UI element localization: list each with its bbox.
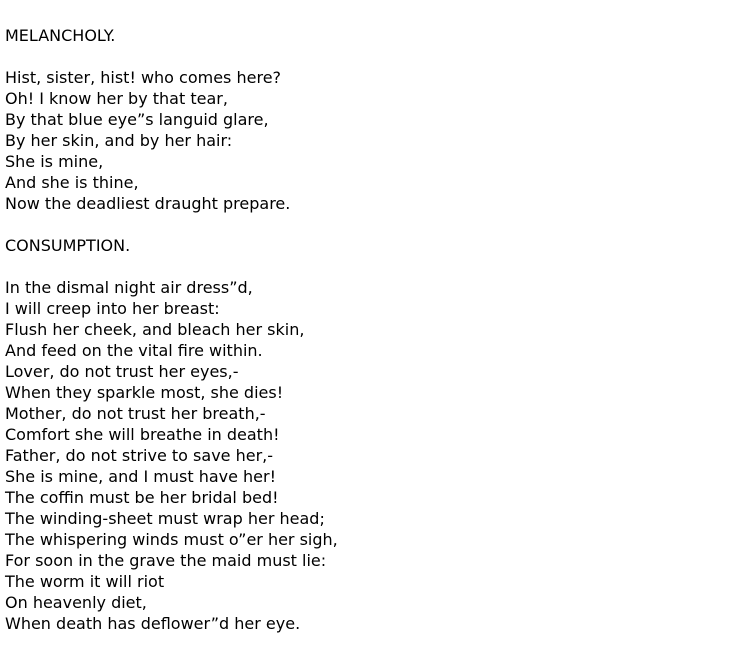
verse-line: And she is thine, <box>5 173 139 192</box>
verse-line: When they sparkle most, she dies! <box>5 383 284 402</box>
speaker-heading-consumption <box>5 235 745 256</box>
verse-line: In the dismal night air dress”d, <box>5 278 253 297</box>
verse-line: Now the deadliest draught prepare. <box>5 194 291 213</box>
verse-line: Father, do not strive to save her,- <box>5 446 274 465</box>
verse-line: When death has deflower”d her eye. <box>5 614 301 633</box>
verse-line: The coffin must be her bridal bed! <box>5 488 279 507</box>
verse-line: By that blue eye”s languid glare, <box>5 110 269 129</box>
verse-line: Flush her cheek, and bleach her skin, <box>5 320 305 339</box>
verse-line: And feed on the vital fire within. <box>5 341 263 360</box>
verse-line: Oh! I know her by that tear, <box>5 89 228 108</box>
verse-line: The whispering winds must o”er her sigh, <box>5 530 338 549</box>
stanza-melancholy <box>5 67 745 214</box>
speaker-heading: CONSUMPTION. <box>5 236 131 255</box>
stanza-consumption <box>5 277 745 634</box>
verse-line: The winding-sheet must wrap her head; <box>5 509 325 528</box>
verse-line: Mother, do not trust her breath,- <box>5 404 266 423</box>
verse-line: On heavenly diet, <box>5 593 147 612</box>
poem-text <box>5 25 745 634</box>
verse-line: The worm it will riot <box>5 572 165 591</box>
verse-line: She is mine, and I must have her! <box>5 467 277 486</box>
verse-line: Comfort she will breathe in death! <box>5 425 280 444</box>
verse-line: I will creep into her breast: <box>5 299 220 318</box>
verse-line: For soon in the grave the maid must lie: <box>5 551 327 570</box>
speaker-heading: MELANCHOLY. <box>5 26 116 45</box>
verse-line: She is mine, <box>5 152 104 171</box>
verse-line: By her skin, and by her hair: <box>5 131 233 150</box>
speaker-heading-melancholy <box>5 25 745 46</box>
verse-line: Hist, sister, hist! who comes here? <box>5 68 282 87</box>
verse-line: Lover, do not trust her eyes,- <box>5 362 239 381</box>
